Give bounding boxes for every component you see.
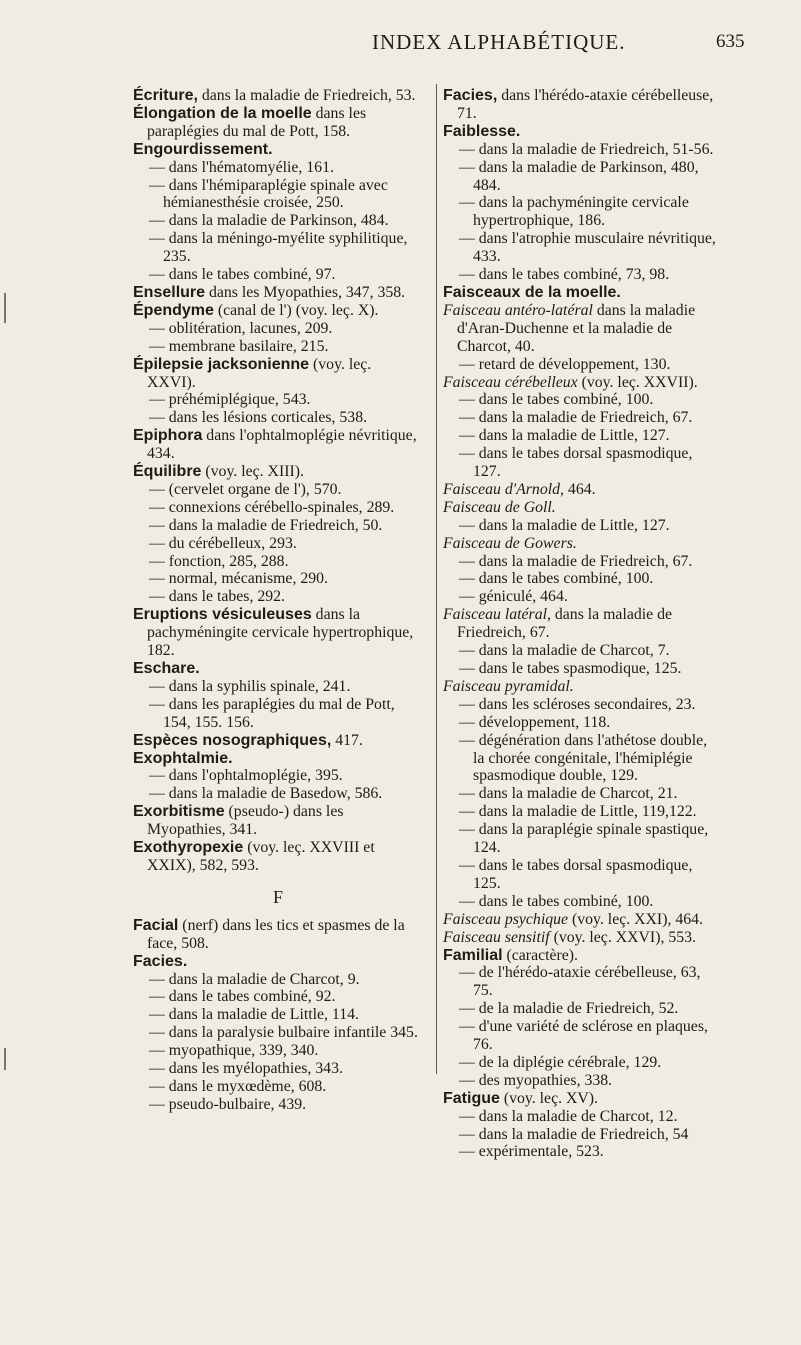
entry-text: (canal de l') (voy. leç. X). [213,301,379,319]
subheading-term: Faisceau psychique [443,910,569,928]
index-subentry: — dans l'hémiparaplégie spinale avec hémianesthésie croisée, 250. [149,176,388,212]
index-subentry: — dans la maladie de Parkinson, 484. [149,212,389,230]
index-subheading [443,678,721,696]
index-subentry: — dans la maladie de Little, 114. [149,1006,359,1024]
index-subentry: — dans la maladie de Little, 127. [459,516,670,534]
index-subentry: — dans la maladie de Friedreich, 67. [459,409,693,427]
index-subentry: — dans le tabes dorsal spasmodique, 127. [459,445,693,481]
index-subentry: — dans la paralysie bulbaire infantile 345. [149,1024,418,1042]
index-entry [133,105,423,141]
index-subentry: — connexions cérébello-spinales, 289. [149,498,395,516]
entry-text: dans l'ophtalmoplégie névritique, 434. [147,427,417,463]
index-entry [133,660,423,678]
index-subentry: — de la maladie de Friedreich, 52. [459,1000,679,1018]
index-subentry: — dans la maladie de Charcot, 7. [459,642,670,660]
headword: Faiblesse. [443,122,521,140]
entry-text: (voy. leç. XXI), 464. [568,910,703,928]
headword: Facies. [133,952,188,970]
index-entry [133,141,423,159]
index-entry [443,1090,721,1108]
index-entry [133,284,423,302]
entry-text: (voy. leç. XV). [499,1089,599,1107]
entry-text: (voy. leç. XXVI). [147,355,372,391]
subheading-term: Faisceau de Gowers. [443,534,577,552]
index-subentry: — préhémiplégique, 543. [149,391,311,409]
entry-text: dans l'hérédo-ataxie cérébelleuse, 71. [457,87,714,122]
index-subentry: — de la diplégie cérébrale, 129. [459,1053,662,1071]
running-header [0,30,801,56]
headword: Facial [133,916,179,934]
headword: Eschare. [133,660,200,677]
index-subentry: — myopathique, 339, 340. [149,1042,319,1060]
headword: Exophtalmie. [133,749,233,767]
headword: Facies, [443,87,498,104]
subheading-term: Faisceau sensitif [443,928,550,946]
entry-text: dans la maladie de Friedreich, 67. [457,606,672,642]
subheading-term: Faisceau latéral, [443,606,551,624]
index-subheading [443,911,721,929]
headword: Exorbitisme [133,803,225,821]
index-entry [133,463,423,481]
index-subentry: — dans le tabes combiné, 100. [459,570,654,588]
index-subentry: — dans les scléroses secondaires, 23. [459,695,696,713]
headword: Faisceaux de la moelle. [443,283,621,301]
index-entry [133,953,423,971]
entry-text: dans la maladie d'Aran-Duchenne et la maladie de Charcot, 40. [457,301,696,355]
index-subentry: — dans le tabes combiné, 92. [149,988,336,1006]
index-subentry: — dans la pachyméningite cervicale hypertrophique, 186. [459,194,689,230]
index-subentry: — dans la maladie de Charcot, 9. [149,970,360,988]
index-subentry: — de l'hérédo-ataxie cérébelleuse, 63, 75. [459,964,701,1000]
index-entry [133,732,423,750]
index-subentry: — dans le tabes, 292. [149,588,286,606]
section-letter: F [272,886,283,907]
index-subheading [443,606,721,642]
index-column-right [443,87,721,1161]
index-subentry: — pseudo-bulbaire, 439. [149,1095,307,1113]
index-entry [443,87,721,123]
index-entry [133,803,423,839]
index-subentry: — dans le tabes combiné, 100. [459,892,654,910]
headword: Familial [443,946,503,964]
entry-text: dans la pachyméningite cervicale hypertrophique, 182. [147,606,414,660]
index-subentry: — retard de développement, 130. [459,355,671,373]
index-subentry: — dans la maladie de Charcot, 12. [459,1107,678,1125]
index-subentry: — dans les lésions corticales, 538. [149,409,368,427]
headword: Épilepsie jacksonienne [133,355,310,373]
index-entry [443,123,721,141]
index-subentry: — (cervelet organe de l'), 570. [149,480,342,498]
index-subentry: — du cérébelleux, 293. [149,534,297,552]
index-subentry: — dans le tabes dorsal spasmodique, 125. [459,856,693,892]
headword: Exothyropexie [133,839,244,857]
index-entry [133,427,423,463]
index-column-left [133,87,423,1114]
index-subentry: — dans la méningo-myélite syphilitique, 235. [149,230,408,266]
entry-text: (caractère). [502,946,578,964]
entry-text: dans les paraplégies du mal de Pott, 158. [147,104,367,140]
index-subheading [443,374,721,392]
index-subentry: — dans la maladie de Parkinson, 480, 484. [459,158,699,194]
index-subentry: — dans la maladie de Little, 127. [459,427,670,445]
index-subentry: — dans la maladie de Charcot, 21. [459,785,678,803]
index-subentry: — dans la maladie de Basedow, 586. [149,785,383,803]
index-subentry: — membrane basilaire, 215. [149,337,329,355]
index-subentry: — normal, mécanisme, 290. [149,570,328,588]
running-title: INDEX ALPHABÉTIQUE. [372,30,626,54]
index-subentry: — dans le myxœdème, 608. [149,1077,327,1095]
index-subentry: — dans les paraplégies du mal de Pott, 154, 155. 156. [149,695,395,731]
index-subentry: — dans le tabes combiné, 100. [459,391,654,409]
entry-text: (nerf) dans les tics et spasmes de la face, 508. [147,916,405,952]
subheading-term: Faisceau d'Arnold, [443,480,564,498]
index-subentry: — dégénération dans l'athétose double, la chorée congénitale, l'hémiplégie spasmodique double, 129. [459,731,708,785]
headword: Fatigue [443,1089,500,1107]
index-subentry: — fonction, 285, 288. [149,552,289,570]
index-subentry: — dans le tabes spasmodique, 125. [459,660,682,677]
column-divider [436,84,437,1074]
entry-text: dans la maladie de Friedreich, 53. [197,87,416,104]
index-entry [133,917,423,953]
index-subentry: — dans l'hématomyélie, 161. [149,158,334,176]
index-subheading [443,302,721,356]
headword: Epiphora [133,427,203,445]
index-subheading [443,929,721,947]
index-subentry: — dans le tabes combiné, 73, 98. [459,266,670,284]
index-subheading [443,481,721,499]
index-subentry: — d'une variété de sclérose en plaques, 76. [459,1018,708,1054]
index-subentry: — dans la maladie de Friedreich, 67. [459,552,693,570]
index-subheading [443,499,721,517]
headword: Eruptions vésiculeuses [133,606,312,624]
index-subentry: — des myopathies, 338. [459,1071,613,1089]
subheading-term: Faisceau antéro-latéral [443,301,593,319]
entry-text: (pseudo-) dans les Myopathies, 341. [147,803,344,839]
index-entry [443,284,721,302]
binding-mark [4,293,6,323]
page-number: 635 [716,31,745,52]
headword: Ensellure [133,283,206,301]
binding-mark [4,1048,6,1070]
index-subentry: — dans la paraplégie spinale spastique, 124. [459,821,709,857]
index-entry [133,302,423,320]
index-entry [443,947,721,965]
index-entry [133,356,423,392]
index-subentry: — dans les myélopathies, 343. [149,1060,343,1078]
index-entry [133,839,423,875]
headword: Écriture, [133,87,198,104]
index-subentry: — dans la syphilis spinale, 241. [149,677,351,695]
index-entry [133,750,423,768]
index-subentry: — géniculé, 464. [459,588,568,606]
subheading-term: Faisceau de Goll. [443,498,556,516]
entry-text: 417. [331,731,363,749]
index-subentry: — dans la maladie de Friedreich, 51-56. [459,140,714,158]
entry-text: (voy. leç. XXVI), 553. [549,928,697,946]
index-subentry: — expérimentale, 523. [459,1143,604,1161]
entry-text: dans les Myopathies, 347, 358. [205,283,406,301]
index-subentry: — dans l'atrophie musculaire névritique, 433. [459,230,716,266]
index-subheading [443,535,721,553]
headword: Espèces nosographiques, [133,731,332,749]
entry-text: (voy. leç. XIII). [201,463,304,481]
headword: Équilibre [133,463,202,481]
index-subentry: — oblitération, lacunes, 209. [149,319,333,337]
index-subentry: — dans l'ophtalmoplégie, 395. [149,767,343,785]
index-entry [133,87,423,105]
entry-text: (voy. leç. XXVII). [577,373,698,391]
index-subentry: — dans la maladie de Friedreich, 50. [149,516,383,534]
headword: Épendyme [133,301,214,319]
headword: Engourdissement. [133,140,273,158]
subheading-term: Faisceau pyramidal. [443,677,574,695]
index-entry [133,606,423,660]
index-subentry: — dans la maladie de Friedreich, 54 [459,1125,689,1143]
index-subentry: — dans le tabes combiné, 97. [149,266,336,284]
index-subentry: — développement, 118. [459,713,611,731]
entry-text: (voy. leç. XXVIII et XXIX), 582, 593. [147,839,375,874]
subheading-term: Faisceau cérébelleux [443,373,578,391]
headword: Élongation de la moelle [133,104,312,122]
index-subentry: — dans la maladie de Little, 119,122. [459,803,697,821]
entry-text: 464. [563,480,596,498]
